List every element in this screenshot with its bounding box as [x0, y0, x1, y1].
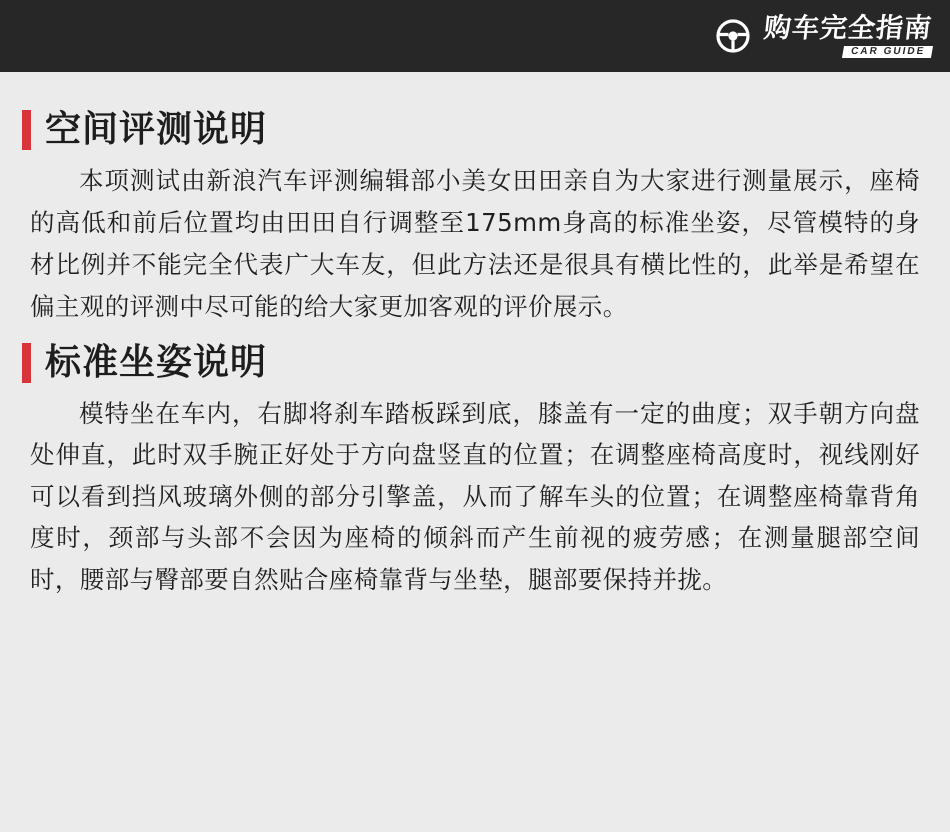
page-header [0, 0, 950, 72]
brand-text [762, 12, 934, 58]
heading-accent-bar [22, 343, 31, 383]
section-title-text: 空间评测说明 [45, 109, 268, 151]
section-standard-posture [22, 343, 928, 601]
section-body-text: 模特坐在车内，右脚将刹车踏板踩到底，膝盖有一定的曲度；双手朝方向盘处伸直，此时双手腕正好处于方向盘竖直的位置；在调整座椅高度时，视线刚好可以看到挡风玻璃外侧的部分引擎盖，从而了解车头的位置；在调整座椅靠背角度时，颈部与头部不会因为座椅的倾斜而产生前视的疲劳感；在测量腿部空间时，腰部与臀部要自然贴合座椅靠背与坐垫，腿部要保持并拢。 [30, 398, 920, 595]
heading-accent-bar [22, 110, 31, 150]
section-space-review [22, 110, 928, 329]
brand-subtitle: CAR GUIDE [842, 46, 933, 58]
section-body-text: 本项测试由新浪汽车评测编辑部小美女田田亲自为大家进行测量展示，座椅的高低和前后位置均由田田自行调整至175mm身高的标准坐姿，尽管模特的身材比例并不能完全代表广大车友，但此方法还是很具有横比性的，此举是希望在偏主观的评测中尽可能的给大家更加客观的评价展示。 [30, 166, 920, 322]
article-content [0, 72, 950, 601]
section-title-text: 标准坐姿说明 [45, 341, 268, 383]
section-heading [22, 343, 928, 383]
section-heading [22, 110, 928, 150]
brand-logo [712, 12, 950, 58]
brand-title: 购车完全指南 [762, 12, 934, 44]
steering-wheel-icon [712, 19, 754, 53]
